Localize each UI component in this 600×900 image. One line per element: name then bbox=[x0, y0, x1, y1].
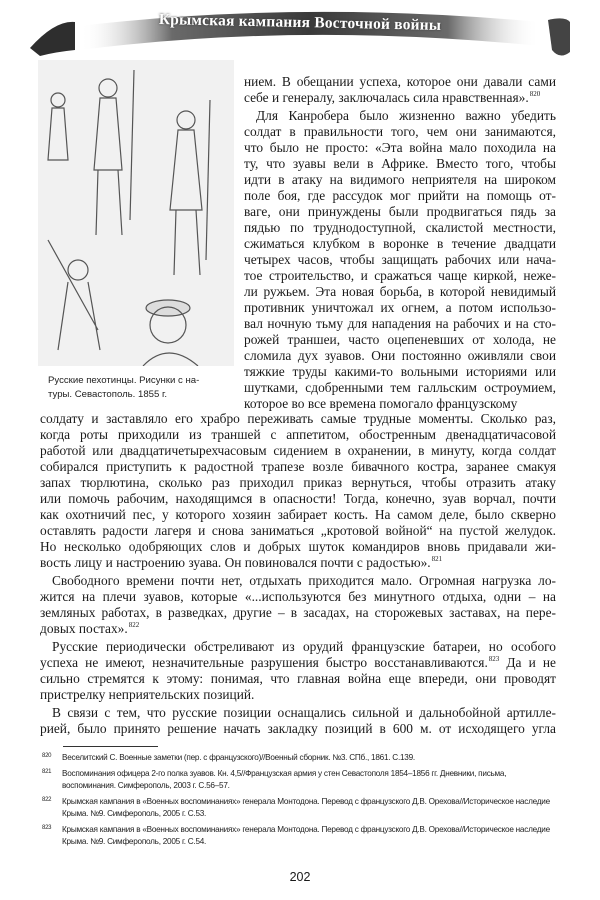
soldier-figure bbox=[94, 70, 134, 235]
footnote bbox=[40, 824, 560, 849]
text-line: сломила дух зуавов. Они постоянно оживляли свои bbox=[244, 348, 556, 363]
footnote bbox=[40, 752, 560, 765]
text-line: когда роты приходили из траншей с аппетитом, обостренным двенадцатичасовой bbox=[40, 427, 556, 442]
figure-caption bbox=[48, 374, 233, 402]
text-line: сильно стремятся к этому: понимая, что главная война еще впереди, они проводят bbox=[40, 671, 556, 686]
text-line: тое строительство, и сражаться чаще киркой, неже- bbox=[244, 268, 556, 283]
text-line: как охотничий пес, у которого хозяин забирает кость. На самом деле, было скверно bbox=[40, 507, 556, 522]
text-line: Для Канробера было жизненно важно убедить bbox=[256, 108, 556, 123]
caption-line: Русские пехотинцы. Рисунки с на- bbox=[48, 375, 200, 386]
footnote-ref: 820 bbox=[529, 90, 541, 98]
text-line: нием. В обещании успеха, которое они давали сами bbox=[244, 74, 556, 89]
caption-line: туры. Севастополь. 1855 г. bbox=[48, 389, 168, 400]
footnote-ref: 821 bbox=[431, 555, 443, 563]
body-text-column bbox=[244, 74, 556, 414]
text-line: которое во все времена помогало французскому bbox=[244, 396, 518, 411]
text-line: солдат в правильности того, чем они занимаются, bbox=[244, 124, 556, 139]
paragraph bbox=[40, 573, 556, 637]
text-line: что было не просто: «Эта война мало походила на bbox=[244, 140, 556, 155]
text-line: запах тюрлютина, сколько раз приходил приказ вернуться, чтобы отразить атаку bbox=[40, 475, 556, 490]
footnote-number: 822 bbox=[42, 796, 52, 803]
text-line: пядью по труднодоступной, скалистой местности, bbox=[244, 220, 556, 235]
text-line: рией, было принято решение начать закладку позиций в 600 м. от исходящего угла bbox=[40, 721, 556, 736]
text-line: ваге, они принуждены были продвигаться пядь за bbox=[244, 204, 556, 219]
soldier-figure bbox=[48, 240, 100, 350]
footnote-text: Крымская кампания в «Военных воспоминаниях» генерала Монтодона. Перевод с французского Д.В. Орехова//Историческое наследие Крыма. №9. Симферополь, 2005 г. С.53. bbox=[62, 796, 550, 818]
text-line: Но несколько одобряющих слов и добрых шуток командиров вновь придавали жи- bbox=[40, 539, 556, 554]
text-line: вость лицу и настроению зуава. Он повиновался почти с радостью».$^{821}$ bbox=[40, 555, 443, 570]
text-line: жится на плечи зуавов, которые «...используются без минутного отдыха, одни – на bbox=[40, 589, 556, 604]
footnote-number: 823 bbox=[42, 824, 52, 831]
text-line: В связи с тем, что русские позиции оснащались сильной и дальнобойной артилле- bbox=[52, 705, 556, 720]
text-line: противник уничтожал их огнем, а потом использо- bbox=[244, 300, 556, 315]
text-line: оставлять радости лагеря и снова заниматься „кротовой войной“ на пустой желудок. bbox=[40, 523, 556, 538]
text-line: рожей траншеи, часто оцепеневших от холода, не bbox=[244, 332, 556, 347]
text-line: довых постах».$^{822}$ bbox=[40, 621, 140, 636]
text-line: Русские периодически обстреливают из орудий французские батареи, но особого bbox=[52, 639, 556, 654]
body-text-full-width bbox=[40, 411, 556, 739]
paragraph bbox=[40, 411, 556, 571]
text-line: успеха не имеют, незначительные разрушения быстро восстанавливаются.$^{823}$ Да и не bbox=[40, 655, 556, 670]
footnote bbox=[40, 768, 560, 793]
page-number: 202 bbox=[289, 870, 311, 884]
soldier-figure bbox=[48, 93, 68, 160]
text-line: земляных работах, в разведках, другие – в засадах, на сторожевых заставах, на пере- bbox=[40, 605, 556, 620]
footnote-text: Веселитский С. Военные заметки (пер. с французского)//Военный сборник. №3. СПб., 1861. С.139. bbox=[62, 753, 415, 762]
soldier-figure bbox=[170, 100, 210, 275]
text-line: вал ночную тьму для нападения на рабочих и на сто- bbox=[244, 316, 556, 331]
running-title: Крымская кампания Восточной войны bbox=[158, 11, 442, 34]
text-line: Свободного времени почти нет, отдыхать приходится мало. Огромная нагрузка ло- bbox=[52, 573, 556, 588]
footnote-number: 821 bbox=[42, 768, 52, 775]
text-line: шутками, сдобренными тем галльским остроумием, bbox=[244, 380, 556, 395]
text-line: поле боя, где рассудок мог прийти на помощь от- bbox=[244, 188, 556, 203]
text-line: собирался приступить к радостной трапезе возле бивачного костра, заранее смакуя bbox=[40, 459, 556, 474]
footnote-ref: 823 bbox=[488, 655, 500, 663]
paragraph bbox=[244, 108, 556, 412]
text-line: сжиматься клубком в воронке в течение двадцати bbox=[244, 236, 556, 251]
text-line: четырех часов, чтобы защищать рабочих или нача- bbox=[244, 252, 556, 267]
footnote-number: 820 bbox=[42, 753, 52, 759]
paragraph bbox=[40, 705, 556, 737]
text-line: ли ружьем. Эта новая борьба, в которой невидимый bbox=[244, 284, 556, 299]
footnote-ref: 822 bbox=[128, 621, 140, 629]
footnote bbox=[40, 796, 560, 821]
text-line: тяжкие труды какими-то вольными историями или bbox=[244, 364, 556, 379]
footnotes bbox=[40, 752, 560, 852]
paragraph bbox=[244, 74, 556, 106]
paragraph bbox=[40, 639, 556, 703]
footnote-text: Воспоминания офицера 2-го полка зуавов. Кн. 4,5//Французская армия у стен Севастополя 1854–1856 гг. Дневники, письма, воспоминания. Симферополь, 2003 г. С.56–57. bbox=[62, 768, 507, 790]
footnote-text: Крымская кампания в «Военных воспоминаниях» генерала Монтодона. Перевод с французского Д.В. Орехова//Историческое наследие Крыма. №9. Симферополь, 2005 г. С.54. bbox=[62, 824, 550, 846]
footnote-divider bbox=[63, 746, 158, 747]
text-line: ту, что зуавы вели в Африке. Вместо того, чтобы bbox=[244, 156, 556, 171]
text-line: солдату и заставляло его храбро переживать самые трудные моменты. Сколько раз, bbox=[40, 411, 556, 426]
text-line: себе и генералу, заключалась сила нравственная».$^{820}$ bbox=[244, 90, 541, 105]
text-line: или помочь рабочим, находящимся в опасности! Тогда, конечно, зуав ворчал, почти bbox=[40, 491, 556, 506]
soldier-portrait bbox=[143, 300, 198, 366]
text-line: работой или двадцатичетырехчасовым сидением в охранении, в минуту, когда солдат bbox=[40, 443, 556, 458]
text-line: пристрелку неприятельских позиций. bbox=[40, 687, 255, 702]
soldiers-sketch-illustration bbox=[38, 60, 234, 366]
text-line: идти в атаку на видимого неприятеля на широком bbox=[244, 172, 556, 187]
